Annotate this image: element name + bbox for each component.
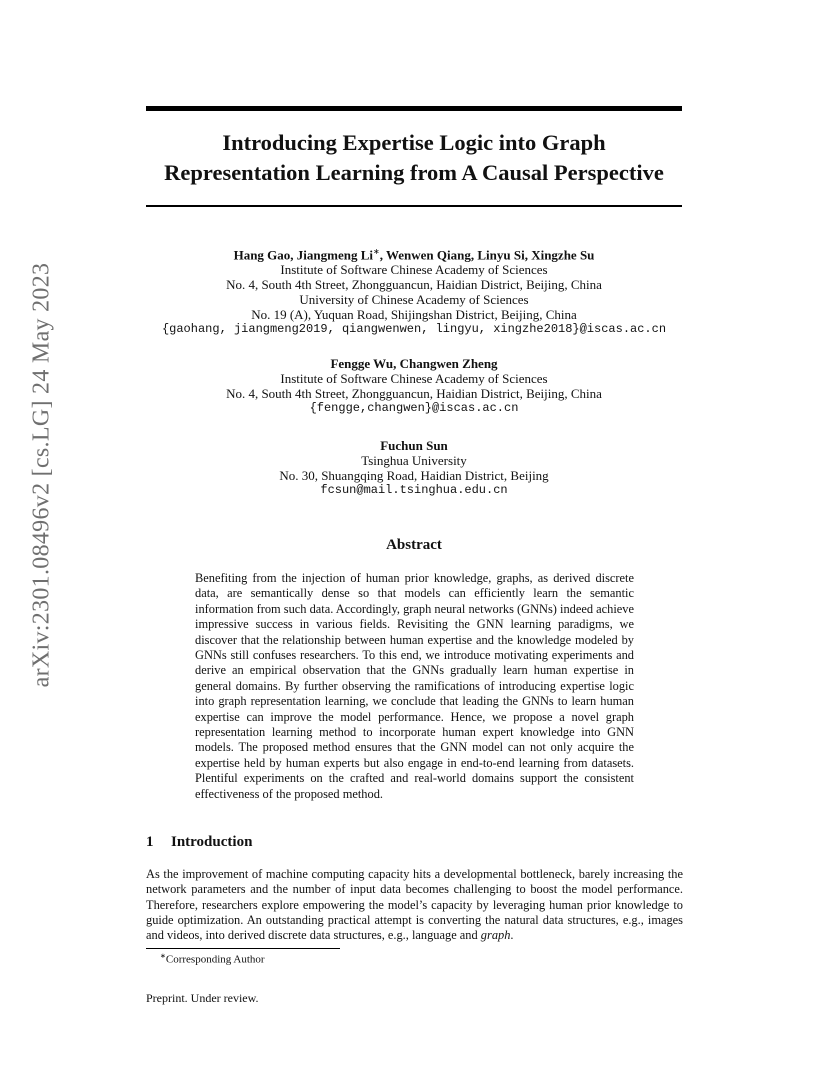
address-line: No. 4, South 4th Street, Zhongguancun, Haidian District, Beijing, China (226, 386, 602, 401)
footnote (160, 952, 265, 966)
address-line: No. 30, Shuangqing Road, Haidian District, Beijing (279, 468, 549, 483)
preprint-note: Preprint. Under review. (146, 991, 259, 1005)
footnote-text: Corresponding Author (165, 953, 265, 966)
section-heading (146, 834, 252, 851)
abstract-body: Benefiting from the injection of human prior knowledge, graphs, as derived discrete data, are semantically dense so that models can efficiently learn the semantic information from such data. Accordingly, graph neural networks (GNNs) indeed achieve impressive success in various fields. Revisiting the GNN learning paradigms, we discover that the relationship between human expertise and the knowledge modeled by GNNs still confuses researchers. To this end, we introduce motivating experiments and derive an empirical observation that the GNNs gradually learn human expertise in general domains. By further observing the ramifications of introducing expertise logic into graph representation learning, we conclude that leading the GNNs to learn human expertise can improve the model performance. Hence, we propose a novel graph representation learning method to incorporate human expert knowledge into GNN models. The proposed method ensures that the GNN model can not only acquire the expertise held by human experts but also engage in end-to-end learning from datasets. Plentiful experiments on the crafted and real-world domains support the consistent effectiveness of the proposed method. (195, 571, 634, 801)
author-block-1 (146, 244, 682, 337)
paper-title (146, 128, 682, 188)
address-line: No. 19 (A), Yuquan Road, Shijingshan District, Beijing, China (251, 307, 577, 323)
title-top-rule (146, 106, 682, 111)
affiliation-line: University of Chinese Academy of Sciences (299, 292, 529, 308)
author-names: Fengge Wu, Changwen Zheng (330, 356, 498, 371)
author-email[interactable]: {fengge,changwen}@iscas.ac.cn (309, 401, 519, 415)
title-bottom-rule (146, 205, 682, 207)
footnote-marker: ∗ (160, 952, 166, 960)
arxiv-identifier: arXiv:2301.08496v2 [cs.LG] 24 May 2023 (28, 262, 55, 688)
author-names: Hang Gao, Jiangmeng Li∗, Wenwen Qiang, Linyu Si, Xingzhe Su (233, 247, 595, 263)
author-block-2 (146, 356, 682, 416)
affiliation-line: Tsinghua University (361, 453, 467, 468)
intro-paragraph (146, 867, 683, 943)
title-line-2: Representation Learning from A Causal Perspective (164, 160, 664, 185)
intro-end: . (510, 928, 514, 943)
section-title: Introduction (171, 834, 253, 850)
intro-text: As the improvement of machine computing capacity hits a developmental bottleneck, barely increasing the network parameters and the number of input data becomes challenging to boost the model performance. Therefore, researchers explore empowering the model’s capacity by leveraging human prior knowledge to guide optimization. An outstanding practical attempt is converting the natural data structures, e.g., images and videos, into derived discrete data structures, e.g., language and (146, 867, 683, 943)
footnote-rule (146, 948, 340, 949)
author-email[interactable]: fcsun@mail.tsinghua.edu.cn (320, 483, 508, 497)
affiliation-line: Institute of Software Chinese Academy of Sciences (280, 262, 548, 278)
intro-italic-term: graph (480, 928, 511, 943)
footnote-marker: ∗ (373, 247, 380, 256)
section-number: 1 (146, 834, 154, 850)
author-email[interactable]: {gaohang, jiangmeng2019, qiangwenwen, lingyu, xingzhe2018}@iscas.ac.cn (161, 322, 667, 337)
author-names: Fuchun Sun (380, 438, 448, 453)
author-block-3 (146, 438, 682, 498)
affiliation-line: Institute of Software Chinese Academy of Sciences (280, 371, 548, 386)
address-line: No. 4, South 4th Street, Zhongguancun, Haidian District, Beijing, China (226, 277, 602, 293)
title-line-1: Introducing Expertise Logic into Graph (222, 130, 606, 155)
abstract-heading: Abstract (386, 537, 442, 553)
